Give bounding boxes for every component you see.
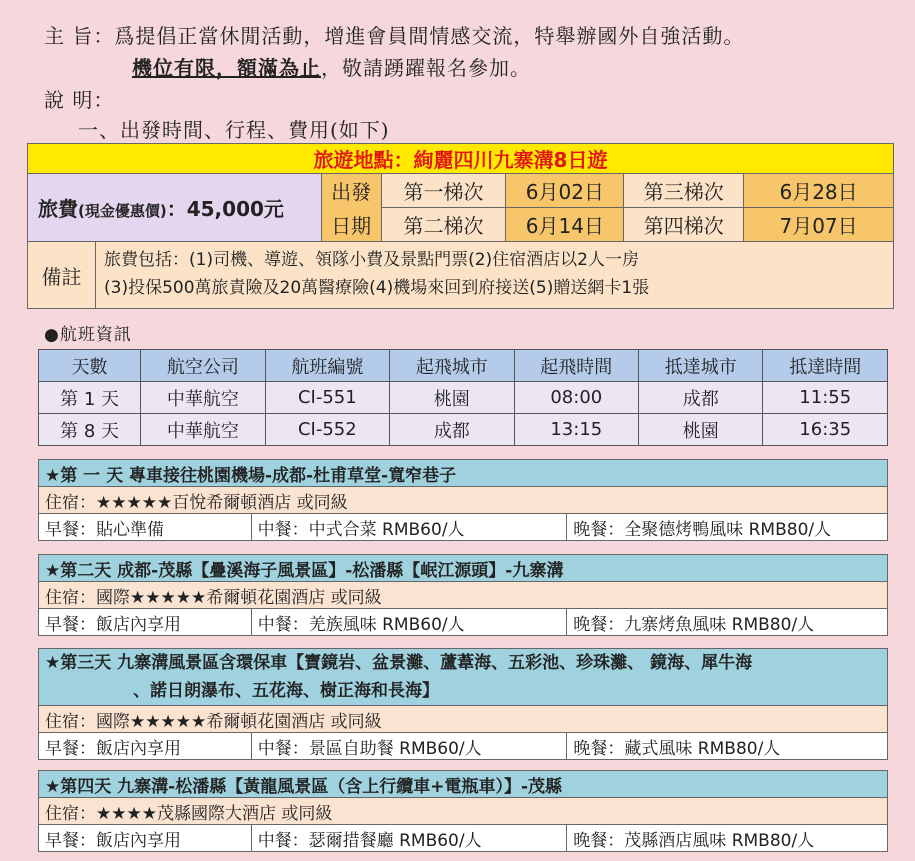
day-3-table bbox=[38, 648, 888, 760]
cell-depart-time: 08:00 bbox=[514, 382, 638, 414]
fee-amount: ：45,000元 bbox=[166, 197, 284, 221]
day-4-table bbox=[38, 770, 888, 852]
day-1-lunch: 中餐：中式合菜 RMB60/人 bbox=[251, 514, 567, 541]
destination: 旅遊地點：絢麗四川九寨溝8日遊 bbox=[28, 144, 894, 174]
day-4-stay: 住宿：★★★★茂縣國際大酒店 或同級 bbox=[39, 798, 888, 825]
highlight-rest: ，敬請踴躍報名參加。 bbox=[321, 56, 531, 80]
flight-header-row bbox=[39, 350, 888, 382]
cell-airline: 中華航空 bbox=[141, 382, 265, 414]
day-3-lunch: 中餐：景區自助餐 RMB60/人 bbox=[251, 733, 567, 760]
day-1-table bbox=[38, 459, 888, 541]
remarks-label: 備註 bbox=[28, 242, 96, 308]
cell-flight-no: CI-552 bbox=[265, 414, 389, 446]
table-row bbox=[39, 414, 888, 446]
purpose-label: 主 旨： bbox=[44, 24, 115, 48]
fee-note: (現金優惠價) bbox=[78, 202, 167, 220]
day-1-dinner: 晚餐：全聚德烤鴨風味 RMB80/人 bbox=[567, 514, 888, 541]
departure-label-1: 出發 bbox=[321, 174, 381, 208]
header-depart-city: 起飛城市 bbox=[390, 350, 514, 382]
trip-info-table bbox=[27, 143, 894, 309]
cell-depart-city: 成都 bbox=[390, 414, 514, 446]
purpose-line bbox=[44, 20, 744, 49]
header-arrive-city: 抵達城市 bbox=[639, 350, 763, 382]
departure-label-2: 日期 bbox=[321, 208, 381, 242]
table-row bbox=[39, 382, 888, 414]
header-depart-time: 起飛時間 bbox=[514, 350, 638, 382]
day-2-dinner: 晚餐：九寨烤魚風味 RMB80/人 bbox=[567, 609, 888, 636]
header-day: 天數 bbox=[39, 350, 141, 382]
notes-label: 說 明： bbox=[44, 88, 115, 112]
cell-airline: 中華航空 bbox=[141, 414, 265, 446]
batch-2-name: 第二梯次 bbox=[381, 208, 506, 242]
remarks-line-2: (3)投保500萬旅責險及20萬醫療險(4)機場來回到府接送(5)贈送網卡1張 bbox=[104, 278, 650, 298]
header-flight-no: 航班編號 bbox=[265, 350, 389, 382]
cell-depart-city: 桃園 bbox=[390, 382, 514, 414]
cell-arrive-time: 16:35 bbox=[763, 414, 888, 446]
day-4-breakfast: 早餐：飯店內享用 bbox=[39, 825, 252, 852]
cell-day: 第 8 天 bbox=[39, 414, 141, 446]
flight-table bbox=[38, 349, 888, 446]
cell-depart-time: 13:15 bbox=[514, 414, 638, 446]
day-2-table bbox=[38, 554, 888, 636]
item-one: 一、出發時間、行程、費用(如下) bbox=[78, 118, 390, 142]
batch-3-name: 第三梯次 bbox=[624, 174, 744, 208]
day-3-dinner: 晚餐：藏式風味 RMB80/人 bbox=[567, 733, 888, 760]
day-1-stay: 住宿：★★★★★百悅希爾頓酒店 或同級 bbox=[39, 487, 888, 514]
day-4-dinner: 晚餐：茂縣酒店風味 RMB80/人 bbox=[567, 825, 888, 852]
cell-arrive-time: 11:55 bbox=[763, 382, 888, 414]
purpose-text: 爲提倡正當休閒活動，增進會員間情感交流，特舉辦國外自強活動。 bbox=[114, 24, 745, 48]
batch-4-name: 第四梯次 bbox=[624, 208, 744, 242]
day-3-title-cont: 、諾日朗瀑布、五花海、樹正海和長海】 bbox=[133, 681, 439, 701]
remarks-line-1: 旅費包括：(1)司機、導遊、領隊小費及景點門票(2)住宿酒店以2人一房 bbox=[104, 250, 639, 270]
remarks-cell bbox=[28, 242, 894, 309]
batch-1-name: 第一梯次 bbox=[381, 174, 506, 208]
highlight-line bbox=[132, 52, 531, 81]
header-airline: 航空公司 bbox=[141, 350, 265, 382]
cell-arrive-city: 桃園 bbox=[639, 414, 763, 446]
day-4-lunch: 中餐：瑟爾措餐廳 RMB60/人 bbox=[251, 825, 567, 852]
batch-4-date: 7月07日 bbox=[744, 208, 894, 242]
batch-3-date: 6月28日 bbox=[744, 174, 894, 208]
cell-day: 第 1 天 bbox=[39, 382, 141, 414]
day-3-title: ★第三天 九寨溝風景區含環保車【寶鏡岩、盆景灘、蘆葦海、五彩池、珍珠灘、 鏡海、犀牛海 bbox=[45, 653, 753, 673]
day-3-stay: 住宿：國際★★★★★希爾頓花園酒店 或同級 bbox=[39, 706, 888, 733]
batch-1-date: 6月02日 bbox=[506, 174, 624, 208]
day-3-title-cell bbox=[39, 649, 888, 706]
day-2-breakfast: 早餐：飯店內享用 bbox=[39, 609, 252, 636]
header-arrive-time: 抵達時間 bbox=[763, 350, 888, 382]
batch-2-date: 6月14日 bbox=[506, 208, 624, 242]
day-3-breakfast: 早餐：飯店內享用 bbox=[39, 733, 252, 760]
cell-arrive-city: 成都 bbox=[639, 382, 763, 414]
day-2-stay: 住宿：國際★★★★★希爾頓花園酒店 或同級 bbox=[39, 582, 888, 609]
fee-cell bbox=[28, 174, 322, 242]
day-1-title: ★第 一 天 專車接往桃園機場-成都-杜甫草堂-寬窄巷子 bbox=[39, 460, 888, 487]
flight-info-title: ●航班資訊 bbox=[44, 325, 132, 345]
cell-flight-no: CI-551 bbox=[265, 382, 389, 414]
day-4-title: ★第四天 九寨溝-松潘縣【黃龍風景區（含上行纜車+電瓶車）】-茂縣 bbox=[39, 771, 888, 798]
day-2-lunch: 中餐：羌族風味 RMB60/人 bbox=[251, 609, 567, 636]
fee-label: 旅費 bbox=[38, 197, 78, 221]
day-1-breakfast: 早餐：貼心準備 bbox=[39, 514, 252, 541]
day-2-title: ★第二天 成都-茂縣【疊溪海子風景區】-松潘縣【岷江源頭】-九寨溝 bbox=[39, 555, 888, 582]
seat-limit-highlight: 機位有限，額滿為止 bbox=[132, 56, 321, 80]
